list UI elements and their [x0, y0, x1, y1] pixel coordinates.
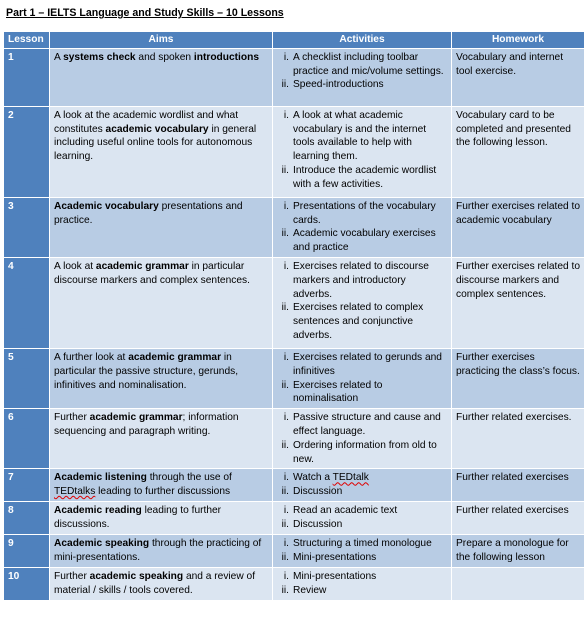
activity-numeral: i.: [283, 571, 289, 583]
activity-text-part: Discussion: [293, 486, 343, 498]
activities-list: [277, 109, 447, 192]
activity-numeral: i.: [283, 351, 289, 363]
aims-key-term: Academic reading: [54, 505, 142, 517]
aims-key-term: systems check: [63, 51, 136, 63]
activity-text: [293, 584, 447, 598]
aims-cell: [50, 535, 273, 568]
aims-text: in general including useful online tools for autonomous learning.: [54, 123, 257, 163]
table-row: [4, 48, 585, 106]
homework-cell: [452, 568, 585, 601]
activity-numeral: ii.: [281, 302, 289, 314]
activity-text-part: Read an academic text: [293, 505, 398, 517]
aims-text: and spoken: [135, 51, 194, 63]
activity-text-part: Exercises related to discourse markers and introductory adverbs.: [293, 260, 429, 300]
table-header-row: [4, 32, 585, 49]
activity-numeral: ii.: [281, 585, 289, 597]
activity-text: [293, 227, 447, 255]
activity-text: [293, 551, 447, 565]
lesson-plan-table: [3, 31, 585, 601]
activity-text-part: TEDtalk: [332, 472, 369, 484]
activity-item: [277, 164, 447, 192]
activities-cell: [273, 568, 452, 601]
activity-text-part: Exercises related to nominalisation: [293, 379, 383, 405]
activities-cell: [273, 348, 452, 408]
activity-item: [277, 485, 447, 499]
activities-list: [277, 504, 447, 532]
aims-text: A: [54, 51, 64, 63]
aims-cell: [50, 257, 273, 348]
homework-cell: Vocabulary and internet tool exercise.: [452, 48, 585, 106]
activities-list: [277, 570, 447, 598]
aims-cell: [50, 568, 273, 601]
lesson-number: 6: [4, 409, 50, 469]
activity-numeral: i.: [283, 505, 289, 517]
aims-key-term: Academic speaking: [54, 538, 150, 550]
activity-numeral: ii.: [281, 552, 289, 564]
activity-text: [293, 351, 447, 379]
table-row: [4, 409, 585, 469]
header-lesson: Lesson: [4, 32, 50, 49]
homework-cell: Further exercises related to discourse markers and complex sentences.: [452, 257, 585, 348]
activity-item: [277, 301, 447, 342]
activity-text-part: A checklist including toolbar practice and mic/volume settings.: [293, 51, 444, 77]
aims-cell: [50, 502, 273, 535]
activity-text: [293, 164, 447, 192]
aims-text: TEDtalks: [54, 486, 96, 498]
activity-numeral: ii.: [281, 164, 289, 176]
activities-list: [277, 471, 447, 499]
aims-key-term: Academic listening: [54, 472, 147, 484]
activity-numeral: i.: [283, 109, 289, 121]
page-title: Part 1 – IELTS Language and Study Skills – 10 Lessons: [6, 7, 284, 19]
lesson-number: 1: [4, 48, 50, 106]
aims-cell: [50, 469, 273, 502]
activity-text-part: Watch a: [293, 472, 333, 484]
activity-numeral: ii.: [281, 486, 289, 498]
activity-text: [293, 504, 447, 518]
activities-cell: [273, 409, 452, 469]
activities-list: [277, 200, 447, 255]
aims-key-term: academic grammar: [128, 351, 222, 363]
activity-text-part: Passive structure and cause and effect language.: [293, 412, 441, 437]
activities-cell: [273, 257, 452, 348]
activity-text: [293, 200, 447, 228]
homework-cell: Prepare a monologue for the following lesson: [452, 535, 585, 568]
activities-cell: [273, 469, 452, 502]
aims-text: A look at the academic wordlist and what constitutes: [54, 109, 239, 135]
activity-item: [277, 471, 447, 485]
aims-key-term: academic grammar: [89, 412, 183, 424]
activity-item: [277, 584, 447, 598]
activities-list: [277, 260, 447, 343]
activity-text: [293, 379, 447, 407]
lesson-number: 8: [4, 502, 50, 535]
aims-key-term: introductions: [193, 51, 260, 63]
activity-text-part: Ordering information from old to new.: [293, 439, 437, 465]
aims-text: A look at: [54, 260, 96, 272]
activity-item: [277, 537, 447, 551]
aims-cell: [50, 348, 273, 408]
activities-cell: [273, 106, 452, 197]
header-aims: Aims: [50, 32, 273, 49]
aims-text: Further: [54, 412, 90, 424]
activity-text: [293, 485, 447, 499]
table-row: [4, 257, 585, 348]
activity-item: [277, 411, 447, 439]
activity-text-part: Speed-introductions: [293, 79, 384, 91]
aims-text: through the use of: [146, 472, 232, 484]
activity-numeral: i.: [283, 472, 289, 484]
activity-item: [277, 518, 447, 532]
homework-cell: Further exercises related to academic vocabulary: [452, 197, 585, 257]
header-homework: Homework: [452, 32, 585, 49]
activity-numeral: i.: [283, 412, 289, 424]
activities-cell: [273, 48, 452, 106]
activity-text-part: Structuring a timed monologue: [293, 538, 432, 550]
table-body: [4, 48, 585, 601]
homework-cell: Further related exercises: [452, 502, 585, 535]
activity-numeral: ii.: [281, 379, 289, 391]
activity-numeral: i.: [283, 260, 289, 272]
table-row: [4, 568, 585, 601]
homework-cell: Further exercises practicing the class’s focus.: [452, 348, 585, 408]
lesson-number: 2: [4, 106, 50, 197]
table-row: [4, 106, 585, 197]
activity-numeral: ii.: [281, 439, 289, 451]
lesson-number: 9: [4, 535, 50, 568]
activities-list: [277, 51, 447, 92]
activity-numeral: i.: [283, 51, 289, 63]
activity-text: [293, 260, 447, 301]
activity-numeral: ii.: [281, 519, 289, 531]
activities-cell: [273, 197, 452, 257]
table-row: [4, 197, 585, 257]
activity-text: [293, 51, 447, 79]
homework-cell: Further related exercises.: [452, 409, 585, 469]
activity-text-part: Mini-presentations: [293, 552, 377, 564]
activity-item: [277, 109, 447, 164]
table-row: [4, 535, 585, 568]
activity-item: [277, 351, 447, 379]
activities-list: [277, 351, 447, 406]
homework-cell: Vocabulary card to be completed and presented the following lesson.: [452, 106, 585, 197]
activity-numeral: i.: [283, 200, 289, 212]
table-row: [4, 348, 585, 408]
activity-numeral: ii.: [281, 79, 289, 91]
lesson-number: 7: [4, 469, 50, 502]
activity-text: [293, 301, 447, 342]
activity-text-part: Introduce the academic wordlist with a few activities.: [293, 164, 437, 190]
lesson-number: 5: [4, 348, 50, 408]
activity-text-part: A look at what academic vocabulary is and the internet tools available to help with learning them.: [293, 109, 427, 163]
table-row: [4, 502, 585, 535]
aims-text: presentations and practice.: [54, 200, 243, 226]
activity-item: [277, 379, 447, 407]
aims-text: ; information sequencing and paragraph writing.: [54, 412, 239, 437]
lesson-number: 3: [4, 197, 50, 257]
activity-item: [277, 227, 447, 255]
activity-text-part: Review: [293, 585, 327, 597]
activity-text-part: Exercises related to complex sentences and conjunctive adverbs.: [293, 302, 424, 341]
activity-numeral: i.: [283, 538, 289, 550]
activity-item: [277, 78, 447, 92]
activity-item: [277, 51, 447, 79]
aims-text: in particular discourse markers and complex sentences.: [54, 260, 250, 286]
homework-cell: Further related exercises: [452, 469, 585, 502]
activities-cell: [273, 535, 452, 568]
activity-text-part: Presentations of the vocabulary cards.: [293, 200, 436, 226]
activity-text: [293, 439, 447, 467]
activity-text: [293, 109, 447, 164]
activity-item: [277, 570, 447, 584]
aims-text: and a review of material / skills / tools covered.: [54, 571, 256, 597]
activity-item: [277, 504, 447, 518]
aims-text: leading to further discussions.: [54, 505, 222, 531]
activity-text: [293, 518, 447, 532]
activity-text: [293, 537, 447, 551]
activity-text-part: Exercises related to gerunds and infinitives: [293, 351, 442, 377]
activity-text-part: Mini-presentations: [293, 571, 377, 583]
lesson-number: 10: [4, 568, 50, 601]
aims-cell: [50, 409, 273, 469]
activity-text: [293, 471, 447, 485]
activities-list: [277, 537, 447, 565]
activity-text: [293, 570, 447, 584]
lesson-number: 4: [4, 257, 50, 348]
aims-text: A further look at: [54, 351, 129, 363]
activities-list: [277, 411, 447, 466]
activity-text-part: Discussion: [293, 519, 343, 531]
aims-key-term: academic speaking: [89, 571, 184, 583]
aims-text: leading to further discussions: [95, 486, 231, 498]
aims-cell: [50, 106, 273, 197]
aims-cell: [50, 48, 273, 106]
aims-text: in particular the passive structure, gerunds, infinitives and nominalisation.: [54, 351, 239, 391]
table-row: [4, 469, 585, 502]
aims-text: Further: [54, 571, 90, 583]
activity-item: [277, 551, 447, 565]
activity-item: [277, 260, 447, 301]
activity-item: [277, 439, 447, 467]
activity-numeral: ii.: [281, 228, 289, 240]
activities-cell: [273, 502, 452, 535]
activity-text-part: Academic vocabulary exercises and practice: [293, 228, 436, 254]
activity-text: [293, 411, 447, 439]
aims-cell: [50, 197, 273, 257]
header-activities: Activities: [273, 32, 452, 49]
aims-key-term: academic grammar: [95, 260, 189, 272]
aims-key-term: academic vocabulary: [105, 123, 209, 135]
aims-text: through the practicing of mini-presentations.: [54, 538, 262, 564]
activity-item: [277, 200, 447, 228]
activity-text: [293, 78, 447, 92]
aims-key-term: Academic vocabulary: [54, 200, 159, 212]
